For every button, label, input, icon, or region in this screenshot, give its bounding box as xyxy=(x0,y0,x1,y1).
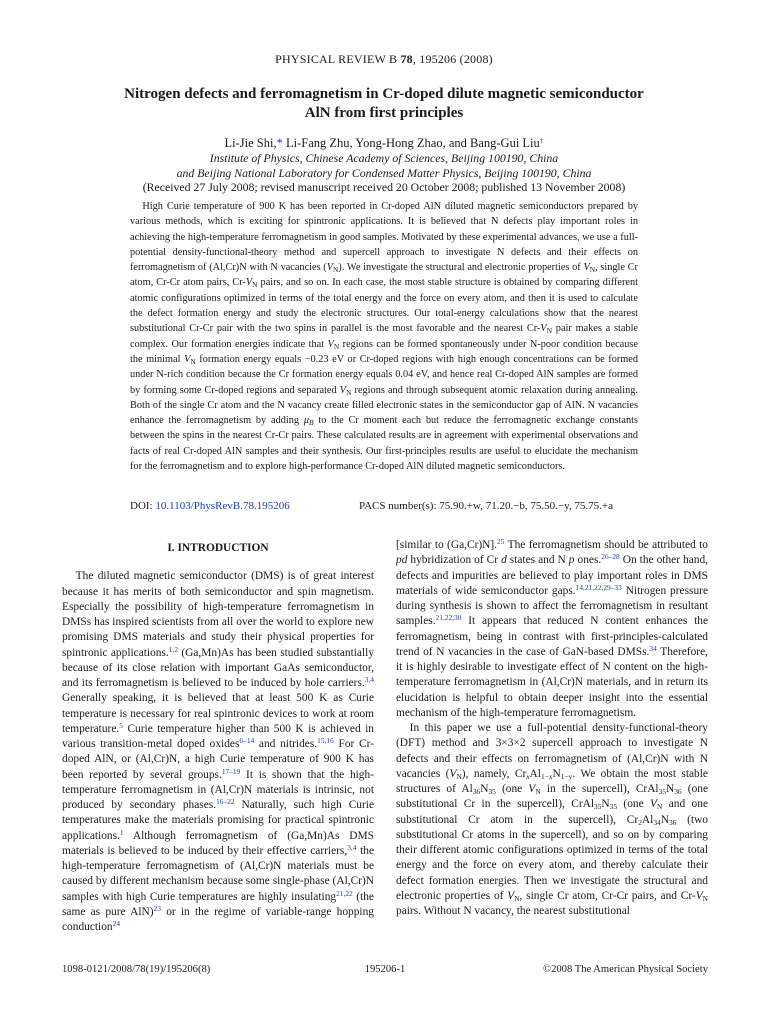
intro-paragraph-2: In this paper we use a full-potential density-functional-theory (DFT) method and 3×3×2 supercell approach to investigate N defects and their effects on ferromagnetism of (Al,Cr)N with N vacancies $(V_N)$, namely, $Cr_xAl_{1-x}N_{1-y}$. We obtain the most stable structures of $Al_{36}N_{35}$ (one $V_N$ in the supercell), $CrAl_{35}N_{36}$ (one substitutional Cr in the supercell), $CrAl_{35}N_{35}$ (one $V_N$ and one substitutional Cr atom in the supercell), $Cr_2Al_{34}N_{36}$ (two substitutional Cr atoms in the supercell), and so on by comparing their different atomic configurations optimized in terms of the total energy and the force on every atom, and thereby calculate their defect formation energies. Then we investigate the structural and electronic properties of $V_N$, single Cr atom, Cr-Cr pairs, and $Cr-V_N$ pairs. Without N vacancy, the nearest substitutional xyxy=(396,722,709,917)
author-1: Li-Jie Shi, xyxy=(224,136,277,150)
citation-link[interactable]: 17–19 xyxy=(221,766,241,776)
doi-pacs-row xyxy=(130,500,638,512)
pacs-numbers xyxy=(359,500,613,512)
citation-link[interactable]: 24 xyxy=(112,919,121,928)
paper-title xyxy=(84,85,684,123)
citation-link[interactable]: 3,4 xyxy=(347,842,357,852)
journal-header xyxy=(0,52,768,67)
citation-link[interactable]: 16–22 xyxy=(216,797,235,806)
citation-link[interactable]: 25 xyxy=(497,537,505,546)
citation-link[interactable]: 3,4 xyxy=(364,675,374,684)
footer-page-number: 195206-1 xyxy=(364,964,406,975)
received-dates: (Received 27 July 2008; revised manuscript received 20 October 2008; published 13 November 2008) xyxy=(142,180,626,194)
section-heading: I. INTRODUCTION xyxy=(167,542,269,554)
footer-copyright: ©2008 The American Physical Society xyxy=(543,964,708,975)
doi-link[interactable]: 10.1103/PhysRevB.78.195206 xyxy=(155,500,290,512)
abstract xyxy=(130,199,638,474)
citation-link[interactable]: 6–14 xyxy=(239,736,255,745)
citation-link[interactable]: 15,16 xyxy=(317,736,334,745)
journal-volume: 78 xyxy=(400,52,413,66)
citation-link[interactable]: 34 xyxy=(649,643,657,653)
citation-link[interactable]: 21,22 xyxy=(336,888,353,898)
author-note-link[interactable]: † xyxy=(539,136,544,145)
citation-link[interactable]: 26–28 xyxy=(601,552,620,562)
affiliation-1: Institute of Physics, Chinese Academy of Sciences, Beijing 100190, China xyxy=(209,151,559,165)
right-column xyxy=(396,538,708,919)
other-authors: Li-Fang Zhu, Yong-Hong Zhao, and Bang-Gui Liu xyxy=(282,136,540,150)
citation-link[interactable]: 21,22,30 xyxy=(435,613,462,623)
author-list xyxy=(0,136,768,151)
citation-link[interactable]: 14,21,22,29–33 xyxy=(575,582,622,592)
abstract-paragraph: High Curie temperature of 900 K has been reported in Cr-doped AlN diluted magnetic semiconductors prepared by various methods, which is exciting for spintronic applications. It is believed that N defects play important roles in achieving the high-temperature ferromagnetism in good samples. Motivated by these experimental advances, we use a full-potential density-functional-theory method and supercell approach to investigate N defects and their effects on ferromagnetism of (Al,Cr)N with N vacancies $(V_N)$. We investigate the structural and electronic properties of $V_N$, single Cr atom, Cr-Cr atom pairs, $Cr-V_N$ pairs, and so on. In each case, the most stable structure is obtained by comparing different atomic configurations optimized in terms of the total energy and the force on every atom, and then it is used to calculate the defect formation energy and study the electronic structures. Our total-energy calculations show that the nearest substitutional Cr-Cr pair with the two spins in parallel is the most favorable and the nearest $Cr-V_N$ pair makes a stable complex. Our formation energies indicate that $V_N$ regions can be formed spontaneously under N-poor condition because the minimal $V_N$ formation energy equals −0.23 eV or Cr-doped regions with high enough concentrations can be formed under N-rich condition because the Cr formation energy equals 0.04 eV, and hence real Cr-doped AlN samples are formed by forming some Cr-doped regions and separated $V_N$ regions and through subsequent atomic relaxation during annealing. Both of the single Cr atom and the N vacancy create filled electronic states in the semiconductor gap of AlN. N vacancies enhance the ferromagnetism by adding $\mu_B$ to the Cr moment each but reduce the ferromagnetic exchange constants between the spins in the nearest Cr-Cr pairs. These calculated results are in agreement with experimental observations and facts of real Cr-doped AlN samples and their synthesis. Our first-principles results are useful to elucidate the mechanism for the ferromagnetism and to explore high-performance Cr-doped AlN diluted magnetic semiconductors. xyxy=(130,201,639,473)
left-column xyxy=(62,538,374,935)
citation-link[interactable]: 1,2 xyxy=(168,644,179,654)
intro-paragraph-1-continued: [similar to (Ga,Cr)N].$^{25}$ The ferromagnetism should be attributed to pd hybridization of Cr d states and N p ones.$^{26-28}$ On the other hand, defects and impurities are believed to play important roles in DMS materials of wide semiconductor gaps.$^{14,21,22,29-33}$ Nitrogen pressure during synthesis is shown to affect the ferromagnetism in resultant samples.$^{21,22,30}$ It appears that reduced N content enhances the ferromagnetism, being in contrast with first-principles-calculated trend of N vacancies in the case of GaN-based DMSs.$^{34}$ Therefore, it is highly desirable to investigate effect of N content on the high-temperature ferromagnetism in (Al,Cr)N materials, and in return its elucidation is helpful to obtain deeper insight into the essential mechanism of the high-temperature ferromagnetism. xyxy=(396,537,709,719)
footer-issn: 1098-0121/2008/78(19)/195206(8) xyxy=(62,964,211,975)
pacs-value: 75.90.+w, 71.20.−b, 75.50.−y, 75.75.+a xyxy=(439,500,613,512)
intro-paragraph-1: The diluted magnetic semiconductor (DMS) is of great interest because it has merits of both semiconductor and spin magnetism. Especially the possibility of high-temperature ferromagnetism in DMSs has inspired scientists from all over the world to explore new promising DMS materials and study their physical properties for spintronic applications.$^{1,2}$ (Ga,Mn)As has been studied substantially because of its close relation with important GaAs semiconductor, and its ferromagnetism is believed to be induced by hole carriers.$^{3,4}$ Generally speaking, it is believed that at least 500 K as Curie temperature is necessary for real spintronic devices to work at room temperature.$^5$ Curie temperature higher than 500 K is achieved in various transition-metal doped oxides$^{6-14}$ and nitrides.$^{15,16}$ For Cr-doped AlN, or (Al,Cr)N, a high Curie temperature of 900 K has been reported by several groups.$^{17-19}$ It is shown that the high-temperature ferromagnetism in (Al,Cr)N materials is intrinsic, not produced by secondary phases.$^{16-22}$ Naturally, such high Curie temperatures make the materials promising for practical spintronic applications.$^1$ Although ferromagnetism of (Ga,Mn)As DMS materials is believed to be induced by their effective carriers,$^{3,4}$ the high-temperature ferromagnetism of (Al,Cr)N materials must be caused by different mechanism because some single-phase (Al,Cr)N samples with high Curie temperatures are highly insulating$^{21,22}$ (the same as pure AlN)$^{23}$ or in the regime of variable-range hopping conduction$^{24}$ xyxy=(62,570,375,933)
journal-name: PHYSICAL REVIEW B xyxy=(275,52,398,66)
title-line-2: AlN from first principles xyxy=(304,105,464,121)
journal-citation: , 195206 (2008) xyxy=(412,52,493,66)
citation-link[interactable]: 23 xyxy=(153,903,161,913)
citation-link[interactable]: 1 xyxy=(119,827,124,837)
pacs-label: PACS number(s): xyxy=(359,500,440,512)
citation-link[interactable]: 5 xyxy=(119,720,123,730)
corresponding-author-link[interactable]: * xyxy=(276,136,283,150)
doi-label: DOI: xyxy=(130,500,156,512)
title-line-1: Nitrogen defects and ferromagnetism in Cr-doped dilute magnetic semiconductor xyxy=(124,86,644,102)
affiliation-2: and Beijing National Laboratory for Condensed Matter Physics, Beijing 100190, China xyxy=(176,166,592,180)
